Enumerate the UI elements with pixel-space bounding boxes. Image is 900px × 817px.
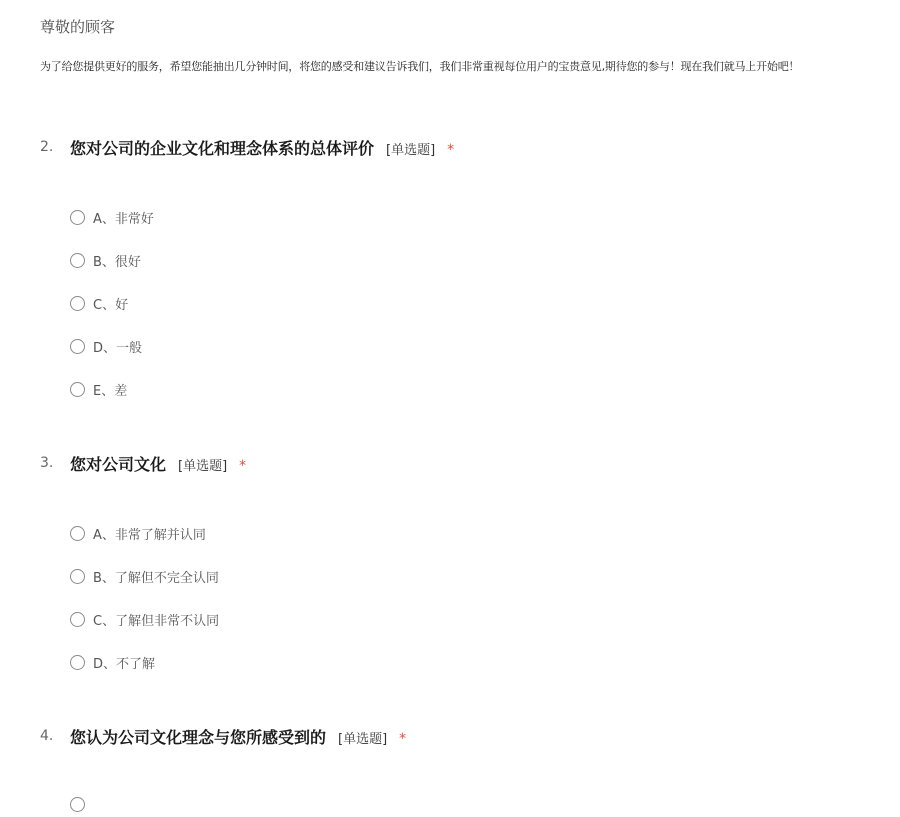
question-title-row (70, 136, 454, 159)
radio-circle-icon[interactable] (70, 382, 85, 397)
radio-circle-icon[interactable] (70, 569, 85, 584)
question-title-row (70, 452, 246, 475)
radio-circle-icon[interactable] (70, 296, 85, 311)
option-label[interactable]: C、好 (93, 298, 129, 313)
radio-circle-icon[interactable] (70, 253, 85, 268)
question-header (0, 452, 900, 476)
question-type: [单选题] (178, 459, 228, 474)
option-label[interactable]: B、很好 (93, 255, 141, 270)
question-title: 您对公司文化 (70, 455, 167, 474)
question-header (0, 136, 900, 160)
radio-circle-icon[interactable] (70, 339, 85, 354)
option-label[interactable]: A、非常好 (93, 212, 154, 227)
required-mark: * (399, 731, 407, 747)
question-type: [单选题] (338, 732, 388, 747)
question-title-row (70, 725, 406, 748)
radio-circle-icon[interactable] (70, 210, 85, 225)
question-title: 您认为公司文化理念与您所感受到的 (70, 728, 327, 747)
greeting-title: 尊敬的顾客 (40, 18, 116, 36)
question-header (0, 725, 900, 749)
question-title: 您对公司的企业文化和理念体系的总体评价 (70, 139, 375, 158)
survey-intro: 为了给您提供更好的服务，希望您能抽出几分钟时间，将您的感受和建议告诉我们，我们非常重视每位用户的宝贵意见,期待您的参与！现在我们就马上开始吧！ (40, 60, 800, 73)
radio-circle-icon[interactable] (70, 797, 85, 812)
required-mark: * (239, 458, 247, 474)
option-label[interactable]: A、非常了解并认同 (93, 528, 206, 543)
radio-circle-icon[interactable] (70, 612, 85, 627)
option-label[interactable]: D、不了解 (93, 657, 156, 672)
option-label[interactable]: B、了解但不完全认同 (93, 571, 219, 586)
question-type: [单选题] (386, 143, 436, 158)
radio-circle-icon[interactable] (70, 655, 85, 670)
option-label[interactable]: E、差 (93, 384, 128, 399)
option-label[interactable]: D、一般 (93, 341, 143, 356)
radio-circle-icon[interactable] (70, 526, 85, 541)
option-label[interactable]: C、了解但非常不认同 (93, 614, 220, 629)
question-number: 2. (40, 139, 54, 155)
required-mark: * (447, 142, 455, 158)
question-number: 3. (40, 455, 54, 471)
question-number: 4. (40, 728, 54, 744)
